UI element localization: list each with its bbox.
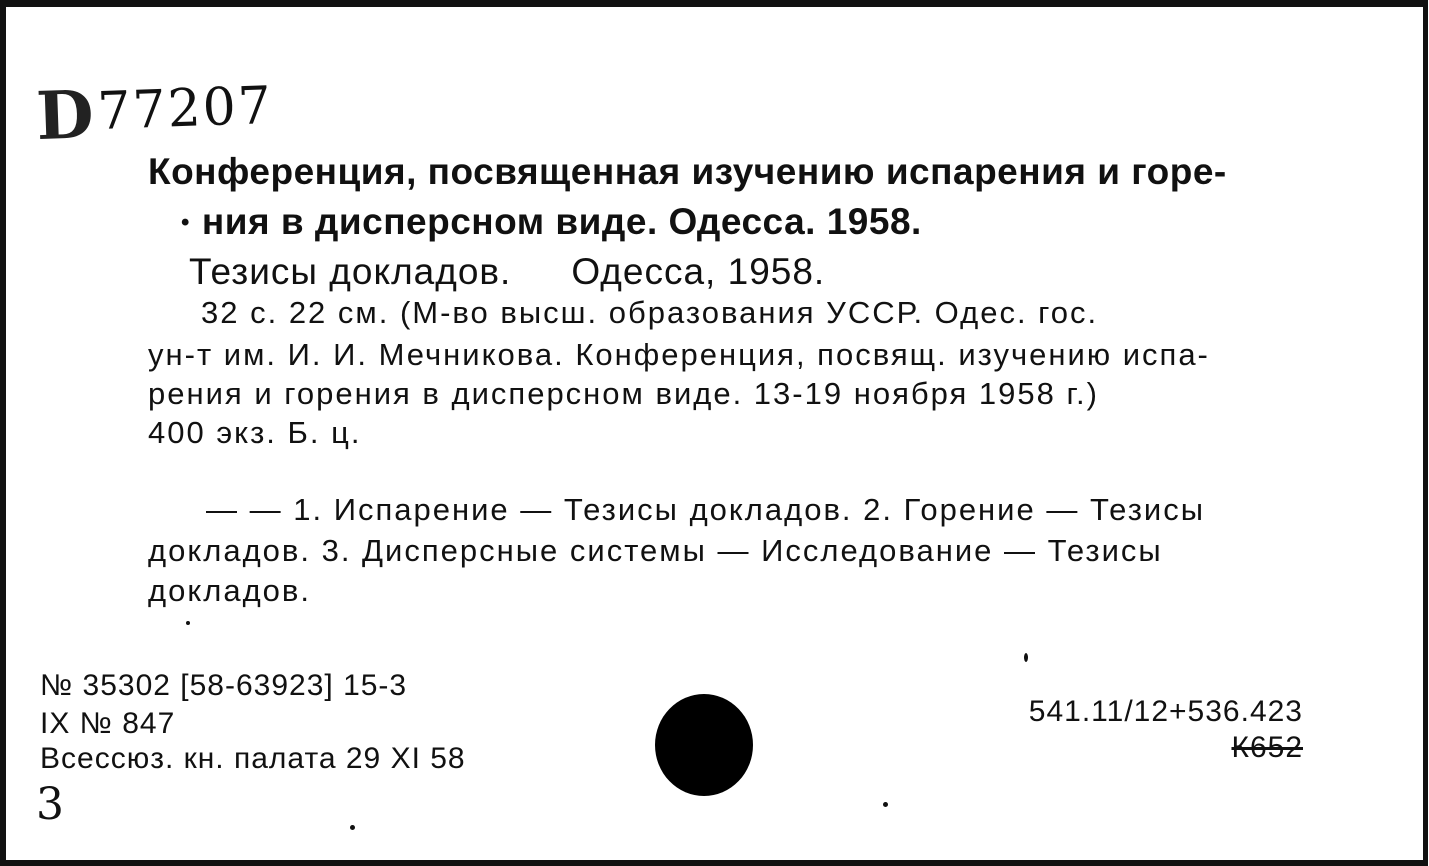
handwritten-mark: 3: [36, 779, 64, 830]
author-mark: К652: [1231, 731, 1303, 764]
card-punch-hole: [655, 694, 753, 796]
registry-series: IX № 847: [40, 707, 176, 740]
ink-speck: [186, 621, 190, 625]
registry-number: № 35302 [58-63923] 15-3: [40, 669, 408, 702]
subject-headings-line-3: докладов.: [148, 573, 311, 608]
subject-headings-line-2: докладов. 3. Дисперсные системы — Исследование — Тезисы: [148, 533, 1163, 568]
physical-description-line-1: 32 с. 22 см. (М-во высш. образования УССР. Одес. гос.: [201, 295, 1099, 330]
thesis-line: [189, 251, 825, 293]
physical-description-line-4: 400 экз. Б. ц.: [148, 415, 362, 450]
ink-dot: •: [181, 209, 190, 236]
title-line-1: Конференция, посвященная изучению испарения и горе-: [148, 151, 1227, 192]
classification-index: 541.11/12+536.423: [1028, 695, 1303, 728]
subject-headings-line-1: — — 1. Испарение — Тезисы докладов. 2. Горение — Тезисы: [206, 492, 1206, 527]
ink-speck: [883, 802, 888, 807]
book-chamber-stamp: Всессюз. кн. палата 29 XI 58: [40, 742, 466, 775]
call-number-prefix: D: [34, 75, 97, 156]
call-number-digits: 77207: [96, 75, 274, 142]
thesis-title: Тезисы докладов.: [189, 251, 512, 292]
call-number: [34, 61, 274, 156]
physical-description-line-2: ун-т им. И. И. Мечникова. Конференция, посвящ. изучению испа-: [148, 337, 1210, 372]
physical-description-line-3: рения и горения в дисперсном виде. 13-19 ноября 1958 г.): [148, 376, 1099, 411]
title-line-2-text: ния в дисперсном виде. Одесса. 1958.: [201, 201, 922, 242]
ink-speck: [350, 825, 355, 830]
ink-speck: [1024, 653, 1028, 662]
title-line-2: [181, 201, 922, 243]
thesis-place: Одесса, 1958.: [571, 251, 826, 292]
